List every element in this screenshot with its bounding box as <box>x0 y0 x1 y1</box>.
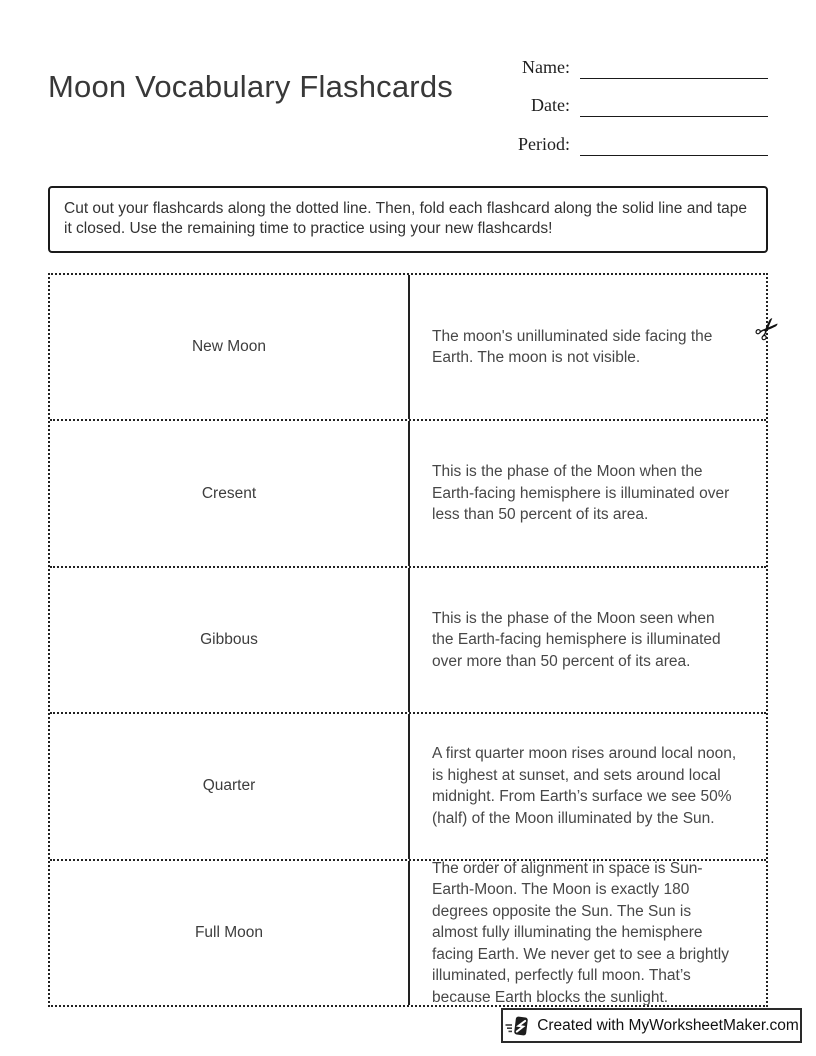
scissors-icon: ✂ <box>747 309 789 351</box>
term-cell <box>50 714 410 858</box>
definition-cell <box>410 568 766 712</box>
date-label: Date: <box>531 95 570 115</box>
footer-badge <box>501 1008 802 1043</box>
footer-text: Created with MyWorksheetMaker.com <box>537 1016 799 1034</box>
definition-cell <box>410 275 766 419</box>
page-title: Moon Vocabulary Flashcards <box>48 68 453 104</box>
term-text: Cresent <box>201 484 257 502</box>
flashcard-table <box>48 273 768 1007</box>
name-label: Name: <box>522 56 570 77</box>
definition-text: The order of alignment in space is Sun-Earth-Moon. The Moon is exactly 180 degrees opposite the Sun. The Sun is almost fully illuminating the hemisphere facing Earth. We never get to see a brightly illuminated, perfectly full moon. That’s because Earth blocks the sunlight. <box>432 860 729 1006</box>
term-text: Full Moon <box>194 923 264 941</box>
term-cell <box>50 275 410 419</box>
definition-cell <box>410 421 766 565</box>
period-field-row <box>458 117 770 156</box>
instructions-text: Cut out your flashcards along the dotted line. Then, fold each flashcard along the solid line and tape it closed. Use the remaining time to practice using your new flashcards! <box>64 200 748 237</box>
student-fields <box>458 40 770 156</box>
date-field-row <box>458 79 770 118</box>
flashcard-row <box>50 421 766 567</box>
definition-cell <box>410 861 766 1005</box>
instructions-box <box>48 186 768 253</box>
date-blank-line <box>580 92 768 117</box>
flashcard-row <box>50 714 766 860</box>
term-cell <box>50 421 410 565</box>
period-label: Period: <box>518 133 570 154</box>
term-text: Quarter <box>202 777 256 795</box>
name-field-row <box>458 40 770 79</box>
flashcard-row <box>50 568 766 714</box>
definition-text: A first quarter moon rises around local noon, is highest at sunset, and sets around local midnight. From Earth’s surface we see 50% (half) of the Moon illuminated by the Sun. <box>432 745 737 827</box>
definition-cell <box>410 714 766 858</box>
period-blank-line <box>580 131 768 156</box>
definition-text: The moon's unilluminated side facing the Earth. The moon is not visible. <box>432 327 713 367</box>
worksheetmaker-logo-icon <box>504 1014 530 1038</box>
name-blank-line <box>580 54 768 79</box>
term-cell <box>50 861 410 1005</box>
term-cell <box>50 568 410 712</box>
term-text: Gibbous <box>200 631 258 649</box>
definition-text: This is the phase of the Moon when the Earth-facing hemisphere is illuminated over less than 50 percent of its area. <box>432 463 730 524</box>
term-text: New Moon <box>191 338 267 356</box>
flashcard-row <box>50 275 766 421</box>
flashcard-row <box>50 861 766 1005</box>
definition-text: This is the phase of the Moon seen when the Earth-facing hemisphere is illuminated over more than 50 percent of its area. <box>432 609 721 670</box>
